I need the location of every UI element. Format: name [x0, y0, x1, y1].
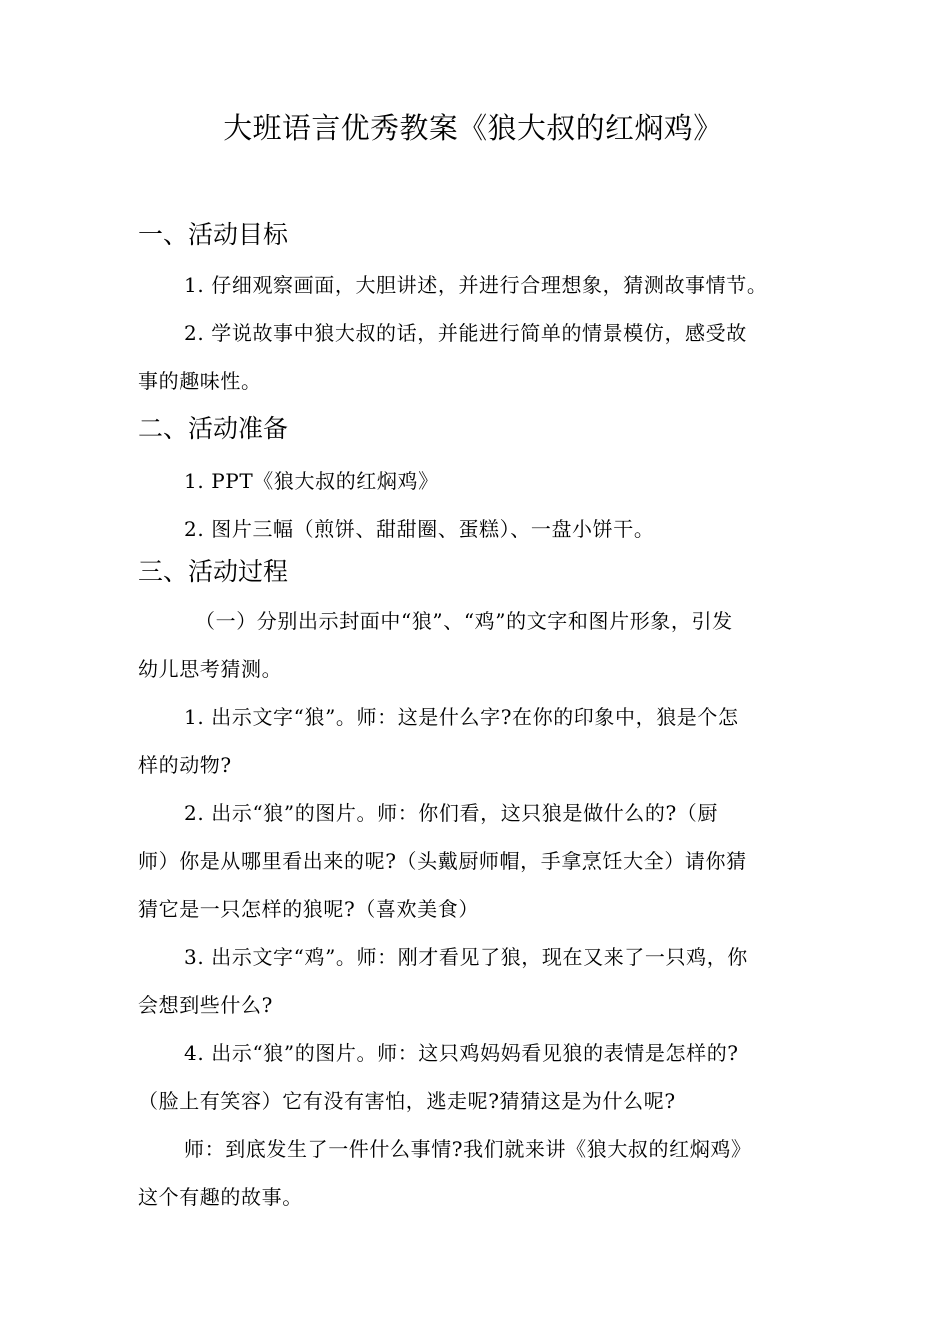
- paragraph-line: 会想到些什么?: [138, 993, 273, 1017]
- paragraph-line: 幼儿思考猜测。: [138, 657, 283, 681]
- section-heading-goals: 一、活动目标: [138, 220, 289, 249]
- paragraph-line: 2. 学说故事中狼大叔的话，并能进行简单的情景模仿，感受故: [184, 321, 747, 345]
- paragraph-line: 事的趣味性。: [138, 369, 262, 393]
- section-heading-process: 三、活动过程: [138, 557, 289, 586]
- document-title: 大班语言优秀教案《狼大叔的红焖鸡》: [223, 111, 723, 145]
- paragraph-line: 1. 仔细观察画面，大胆讲述，并进行合理想象，猜测故事情节。: [184, 273, 768, 297]
- paragraph-line: 3. 出示文字“鸡”。师：刚才看见了狼，现在又来了一只鸡，你: [184, 945, 748, 969]
- paragraph-line: （一）分别出示封面中“狼”、“鸡”的文字和图片形象，引发: [195, 609, 733, 633]
- paragraph-line: 样的动物?: [138, 753, 232, 777]
- paragraph-line: 2. 出示“狼”的图片。师：你们看，这只狼是做什么的?（厨: [184, 801, 719, 825]
- paragraph-line: 2. 图片三幅（煎饼、甜甜圈、蛋糕）、一盘小饼干。: [184, 517, 655, 541]
- paragraph-line: 4. 出示“狼”的图片。师：这只鸡妈妈看见狼的表情是怎样的?: [184, 1041, 739, 1065]
- section-heading-preparation: 二、活动准备: [138, 414, 289, 443]
- paragraph-line: 1. PPT《狼大叔的红焖鸡》: [184, 469, 439, 493]
- paragraph-line: （脸上有笑容）它有没有害怕，逃走呢?猜猜这是为什么呢?: [138, 1089, 676, 1113]
- paragraph-line: 这个有趣的故事。: [138, 1185, 303, 1209]
- paragraph-line: 猜它是一只怎样的狼呢?（喜欢美食）: [138, 897, 479, 921]
- paragraph-line: 师）你是从哪里看出来的呢?（头戴厨师帽，手拿烹饪大全）请你猜: [138, 849, 747, 873]
- paragraph-line: 1. 出示文字“狼”。师：这是什么字?在你的印象中，狼是个怎: [184, 705, 739, 729]
- paragraph-line: 师：到底发生了一件什么事情?我们就来讲《狼大叔的红焖鸡》: [184, 1137, 752, 1161]
